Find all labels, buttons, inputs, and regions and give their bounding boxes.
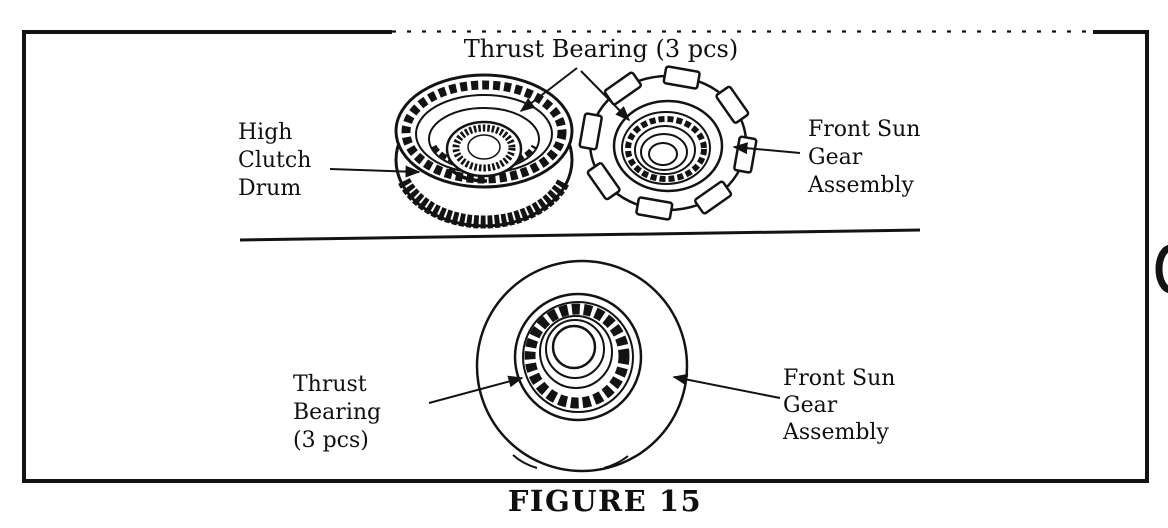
label-front-sun-gear-bottom xyxy=(782,366,895,445)
arrow-front-sun-gear-bottom xyxy=(674,377,780,398)
label-thrust-bearing-top: Thrust Bearing (3 pcs) xyxy=(463,35,739,63)
label-high-clutch-drum-line2: Clutch xyxy=(238,148,312,173)
binder-hole-artifact xyxy=(1159,248,1168,290)
label-front-sun-gear-top-line3: Assembly xyxy=(808,173,914,198)
label-thrust-bearing-bottom-line3: (3 pcs) xyxy=(293,428,369,453)
label-high-clutch-drum-line3: Drum xyxy=(238,176,302,201)
label-high-clutch-drum xyxy=(238,120,311,201)
front-sun-gear-assembly-drawing xyxy=(579,66,756,220)
figure-caption: FIGURE 15 xyxy=(507,484,703,518)
label-front-sun-gear-top-line2: Gear xyxy=(808,145,863,170)
label-front-sun-gear-bottom-line3: Assembly xyxy=(783,420,889,445)
label-thrust-bearing-bottom xyxy=(293,372,381,453)
label-front-sun-gear-bottom-line2: Gear xyxy=(783,393,838,418)
assembled-front-sun-gear-drawing xyxy=(477,261,687,471)
label-front-sun-gear-top xyxy=(807,117,920,198)
label-high-clutch-drum-line1: High xyxy=(238,120,293,145)
label-front-sun-gear-top-line1: Front Sun xyxy=(808,117,921,142)
label-thrust-bearing-bottom-line1: Thrust xyxy=(293,372,367,397)
label-thrust-bearing-bottom-line2: Bearing xyxy=(293,400,382,425)
label-front-sun-gear-bottom-line1: Front Sun xyxy=(783,366,896,391)
section-divider-line xyxy=(240,230,920,240)
high-clutch-drum-drawing xyxy=(396,75,572,226)
